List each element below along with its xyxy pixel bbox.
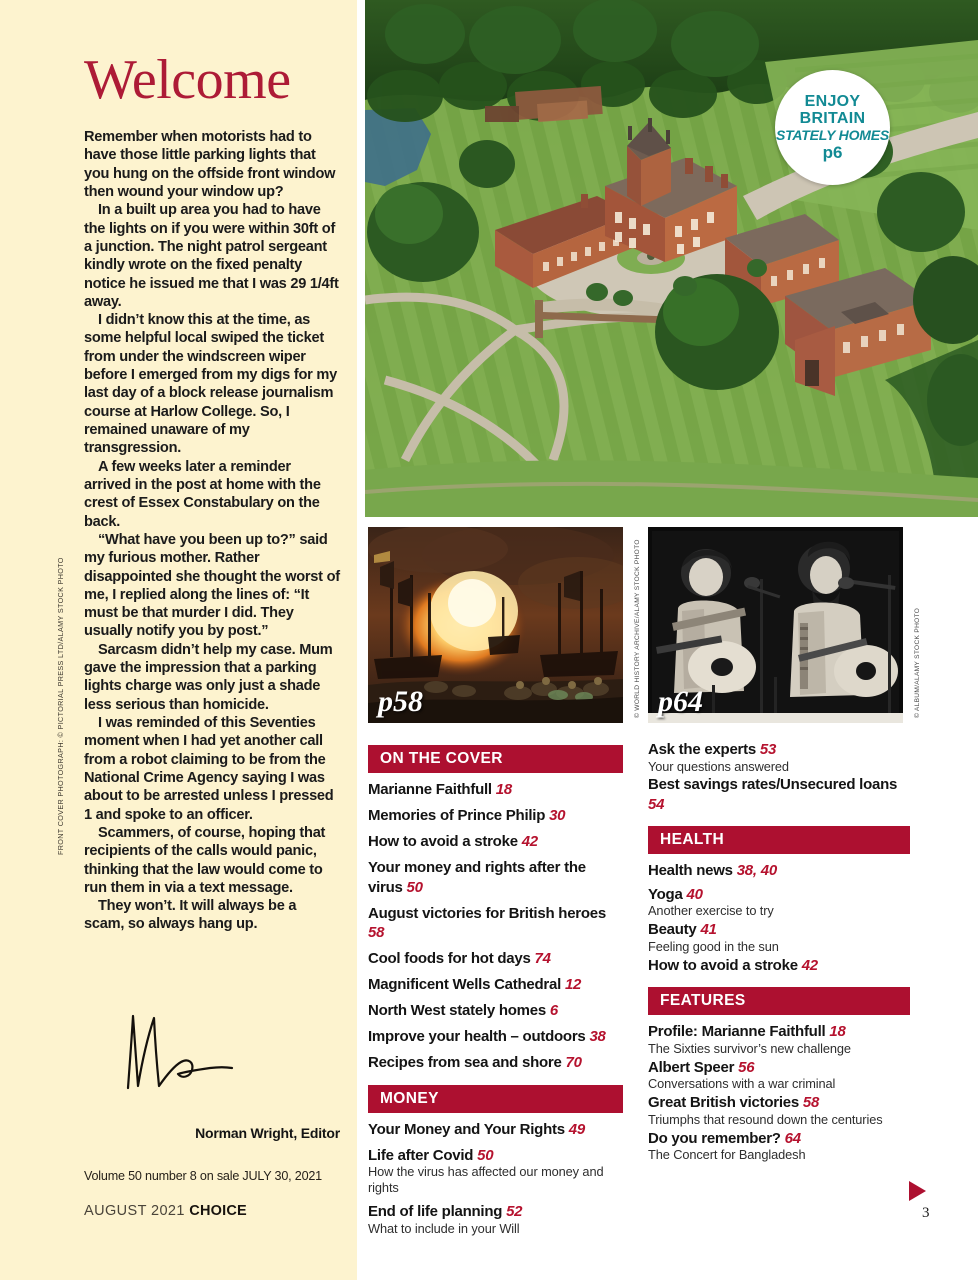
entry-title-line <box>648 885 910 905</box>
entry-title-line <box>648 956 910 976</box>
entry-title: Improve your health – outdoors <box>368 1028 586 1045</box>
entry-title-line <box>368 904 623 943</box>
editor-signature <box>118 1000 238 1105</box>
entry-page: 70 <box>565 1054 582 1071</box>
entry-page: 12 <box>564 976 582 993</box>
editorial-paragraph: I was reminded of this Seventies moment when I had yet another call from a robot claiming to be from the National Crime Agency saying I was about to be arrested unless I pressed 1 and spoke to an officer. <box>84 715 334 823</box>
editorial-paragraph: “What have you been up to?” said my furious mother. Rather disappointed she thought the worst of me, I replied along the lines of: “It must be that murder I did. They usually notify you by post.” <box>84 531 340 640</box>
thumbnail-concert-photo[interactable] <box>648 527 903 723</box>
thumbnail-photo-credit: © WORLD HISTORY ARCHIVE/ALAMY STOCK PHOTO <box>634 539 641 718</box>
entry-title: Do you remember? <box>648 1129 781 1147</box>
entry-title: Cool foods for hot days <box>368 950 531 967</box>
entry-page: 58 <box>368 924 385 941</box>
contents-entry[interactable] <box>368 1027 623 1047</box>
contents-column-middle <box>368 745 623 1243</box>
entry-page: 40 <box>686 885 703 903</box>
badge-page-ref: p6 <box>822 143 843 163</box>
contents-entry[interactable] <box>368 1202 623 1236</box>
play-arrow-icon[interactable] <box>909 1181 926 1201</box>
contents-entry[interactable] <box>648 1058 910 1092</box>
entry-title: Magnificent Wells Cathedral <box>368 976 562 993</box>
badge-line-3: STATELY HOMES <box>775 127 890 144</box>
entry-title: August victories for British heroes <box>368 904 606 922</box>
section-header-on-the-cover: ON THE COVER <box>368 745 623 773</box>
entry-page: 42 <box>521 833 538 850</box>
entry-page: 38, 40 <box>736 862 777 880</box>
editorial-paragraph: Scammers, of course, hoping that recipients of the calls would panic, thinking that the law would come to run them in via a text message. <box>84 824 326 896</box>
contents-entry[interactable] <box>368 1053 623 1073</box>
entry-title: Best savings rates/Unsecured loans <box>648 776 898 794</box>
contents-entry[interactable] <box>648 861 910 881</box>
contents-entry[interactable] <box>648 775 910 814</box>
entry-title-line <box>368 858 623 897</box>
entry-page: 54 <box>648 795 665 813</box>
entry-page: 56 <box>738 1058 755 1076</box>
entry-title: Ask the experts <box>648 741 756 758</box>
entry-page: 42 <box>801 956 818 974</box>
entry-title-line <box>648 1129 910 1149</box>
entry-page: 50 <box>477 1146 494 1164</box>
entry-title-line <box>648 1093 910 1113</box>
contents-entry[interactable] <box>648 1093 910 1127</box>
editorial-paragraph: In a built up area you had to have the lights on if you were within 30ft of a junction. The night patrol sergeant kindly wrote on the fixed penalty notice he issued me that I was 29 1/4ft away. <box>84 202 339 310</box>
contents-entry[interactable] <box>648 956 910 976</box>
editor-name: Norman Wright, Editor <box>195 1125 340 1141</box>
entry-page: 52 <box>506 1203 523 1221</box>
editorial-paragraph: I didn’t know this at the time, as some helpful local swiped the ticket from under the windscreen wiper before I emerged from my digs for my last day of a block release journalism course at Harlow College. So, I remained unaware of my transgression. <box>84 312 337 457</box>
page-title: Welcome <box>84 49 291 111</box>
welcome-column <box>0 0 357 1280</box>
entry-page: 53 <box>759 741 777 758</box>
entry-title-line <box>368 1001 623 1021</box>
section-header-health: HEALTH <box>648 826 910 854</box>
entry-title: How to avoid a stroke <box>648 956 798 974</box>
editorial-paragraph: Remember when motorists had to have those little parking lights that you hung on the offside front window then wound your window up? <box>84 129 336 200</box>
volume-info: Volume 50 number 8 on sale JULY 30, 2021 <box>84 1169 322 1183</box>
thumbnail-photo-credit: © ALBUM/ALAMY STOCK PHOTO <box>914 607 921 718</box>
contents-entry[interactable] <box>648 1022 910 1056</box>
enjoy-britain-badge[interactable] <box>775 70 890 185</box>
contents-entry[interactable] <box>368 858 623 897</box>
thumbnail-page-label: p64 <box>658 685 703 718</box>
contents-column-right <box>648 740 910 1164</box>
entry-subtitle: The Concert for Bangladesh <box>648 1147 806 1163</box>
contents-entry[interactable] <box>368 975 623 995</box>
entry-title: Albert Speer <box>648 1058 735 1076</box>
entry-subtitle: The Sixties survivor’s new challenge <box>648 1040 851 1056</box>
entry-title-line <box>368 806 623 826</box>
editorial-paragraph: Sarcasm didn’t help my case. Mum gave the impression that a parking lights charge was only just a shade less serious than homicide. <box>84 641 333 713</box>
contents-entry[interactable] <box>368 1146 623 1196</box>
section-header-money: MONEY <box>368 1085 623 1113</box>
entry-title-line <box>648 1058 910 1078</box>
contents-entry[interactable] <box>368 904 623 943</box>
entry-title: Your money and rights after the virus <box>368 859 586 896</box>
cover-photo-credit: FRONT COVER PHOTOGRAPH: © PICTORIAL PRESS LTD/ALAMY STOCK PHOTO <box>56 557 65 855</box>
entry-page: 64 <box>784 1129 801 1147</box>
entry-page: 49 <box>568 1120 585 1138</box>
hero-aerial-stately-home-photo <box>365 0 978 517</box>
entry-subtitle: How the virus has affected our money and rights <box>368 1164 604 1195</box>
entry-title: Yoga <box>648 885 683 903</box>
thumbnail-page-label: p58 <box>378 685 423 718</box>
entry-title: Health news <box>648 862 733 880</box>
entry-title-line <box>368 1053 623 1073</box>
entry-page: 41 <box>700 921 717 939</box>
entry-page: 74 <box>534 950 551 967</box>
entry-title-line <box>648 861 910 881</box>
entry-title: Life after Covid <box>368 1146 474 1164</box>
issue-date: AUGUST 2021 <box>84 1203 185 1219</box>
entry-title-line <box>648 920 910 940</box>
issue-footer <box>84 1203 247 1219</box>
entry-title-line <box>368 1120 623 1140</box>
entry-page: 18 <box>495 781 512 798</box>
entry-page: 50 <box>406 878 423 896</box>
contents-entry[interactable] <box>648 920 910 954</box>
badge-line-2: BRITAIN <box>799 109 866 127</box>
entry-title-line <box>368 975 623 995</box>
brand-name: CHOICE <box>189 1203 247 1219</box>
entry-subtitle: What to include in your Will <box>368 1220 520 1236</box>
entry-title-line <box>648 1022 910 1042</box>
entry-subtitle: Feeling good in the sun <box>648 938 779 954</box>
entry-subtitle: Conversations with a war criminal <box>648 1076 836 1092</box>
entry-page: 6 <box>549 1002 558 1019</box>
entry-subtitle: Your questions answered <box>648 758 789 774</box>
entry-title-line <box>368 1027 623 1047</box>
entry-subtitle: Triumphs that resound down the centuries <box>648 1111 883 1127</box>
entry-title-line <box>648 740 910 760</box>
entry-title-line <box>368 1146 623 1166</box>
entry-page: 58 <box>802 1094 820 1112</box>
contents-entry[interactable] <box>648 740 910 774</box>
editorial-paragraph: A few weeks later a reminder arrived in the post at home with the crest of Essex Constabulary on the back. <box>84 458 321 530</box>
badge-line-1: ENJOY <box>804 92 861 110</box>
entry-title: Beauty <box>648 921 697 939</box>
editorial-body <box>84 128 340 934</box>
entry-title: Your Money and Your Rights <box>368 1120 565 1138</box>
editorial-paragraph: They won’t. It will always be a scam, so always hang up. <box>84 898 297 933</box>
contents-entry[interactable] <box>648 1129 910 1163</box>
section-header-features: FEATURES <box>648 987 910 1015</box>
entry-title: Great British victories <box>648 1094 799 1112</box>
entry-title-line <box>368 832 623 852</box>
contents-entry[interactable] <box>648 885 910 919</box>
contents-entry[interactable] <box>368 806 623 826</box>
entry-page: 30 <box>549 807 566 824</box>
entry-title-line <box>368 949 623 969</box>
entry-title: Memories of Prince Philip <box>368 807 546 824</box>
contents-entry[interactable] <box>368 1001 623 1021</box>
contents-entry[interactable] <box>368 949 623 969</box>
entry-title-line <box>648 775 910 814</box>
contents-entry[interactable] <box>368 780 623 800</box>
entry-title: Profile: Marianne Faithfull <box>648 1023 826 1041</box>
entry-title: Marianne Faithfull <box>368 781 492 798</box>
entry-subtitle: Another exercise to try <box>648 903 774 919</box>
entry-title: How to avoid a stroke <box>368 833 518 850</box>
entry-page: 38 <box>589 1028 606 1045</box>
entry-title: North West stately homes <box>368 1002 546 1019</box>
contents-entry[interactable] <box>368 1120 623 1140</box>
contents-entry[interactable] <box>368 832 623 852</box>
entry-title: Recipes from sea and shore <box>368 1054 562 1071</box>
entry-title-line <box>368 780 623 800</box>
entry-title: End of life planning <box>368 1203 503 1221</box>
entry-title-line <box>368 1202 623 1222</box>
page-number: 3 <box>922 1205 930 1221</box>
entry-page: 18 <box>829 1023 846 1041</box>
thumbnail-naval-battle-photo[interactable] <box>368 527 623 723</box>
